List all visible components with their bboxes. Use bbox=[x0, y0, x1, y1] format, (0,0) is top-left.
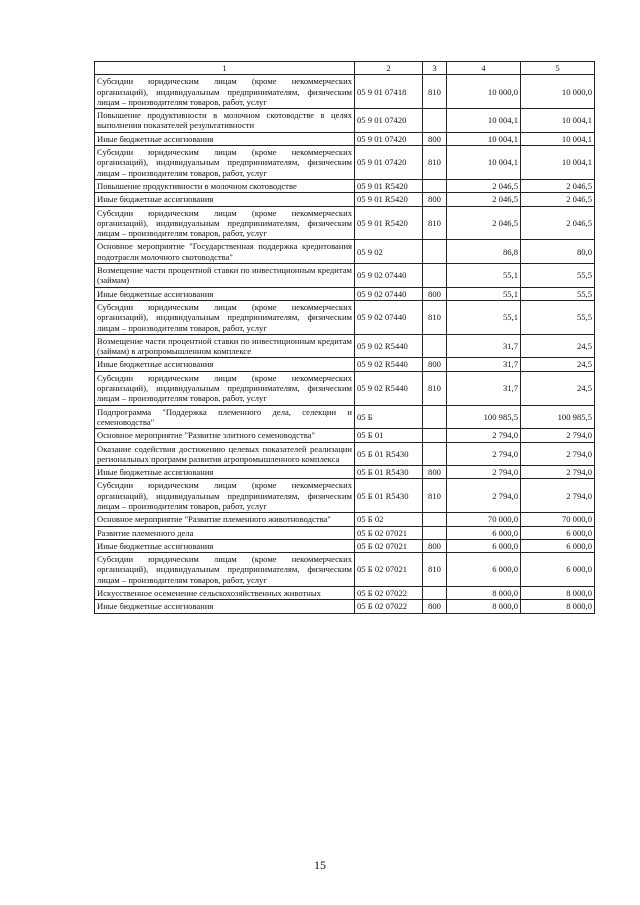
row-name: Повышение продуктивности в молочном скотоводстве bbox=[95, 179, 355, 192]
table-row bbox=[95, 526, 595, 539]
row-name: Возмещение части процентной ставки по инвестиционным кредитам (займам) в агропромышленном комплексе bbox=[95, 334, 355, 358]
table-row bbox=[95, 466, 595, 479]
row-name: Иные бюджетные ассигнования bbox=[95, 466, 355, 479]
row-expense-type bbox=[423, 526, 447, 539]
row-name: Возмещение части процентной ставки по инвестиционным кредитам (займам) bbox=[95, 264, 355, 288]
row-sum-1: 31,7 bbox=[447, 371, 521, 405]
row-expense-type: 810 bbox=[423, 479, 447, 513]
row-sum-1: 2 794,0 bbox=[447, 429, 521, 442]
row-sum-1: 70 000,0 bbox=[447, 513, 521, 526]
row-name: Иные бюджетные ассигнования bbox=[95, 600, 355, 613]
row-expense-type: 800 bbox=[423, 193, 447, 206]
row-sum-1: 2 794,0 bbox=[447, 479, 521, 513]
row-sum-2: 2 794,0 bbox=[521, 429, 595, 442]
row-expense-type bbox=[423, 405, 447, 429]
table-row bbox=[95, 358, 595, 371]
row-name: Основное мероприятие "Развитие элитного семеноводства" bbox=[95, 429, 355, 442]
row-code: 05 Б 01 R5430 bbox=[355, 479, 423, 513]
row-code: 05 9 02 bbox=[355, 240, 423, 264]
row-name: Субсидии юридическим лицам (кроме некоммерческих организаций), индивидуальным предпринимателям, физическим лицам – производителям товаров, работ, услуг bbox=[95, 75, 355, 109]
column-header-sum-1: 4 bbox=[447, 62, 521, 75]
row-sum-2: 10 004,1 bbox=[521, 146, 595, 180]
row-expense-type: 800 bbox=[423, 466, 447, 479]
row-name: Субсидии юридическим лицам (кроме некоммерческих организаций), индивидуальным предпринимателям, физическим лицам – производителям товаров, работ, услуг bbox=[95, 371, 355, 405]
row-sum-2: 6 000,0 bbox=[521, 553, 595, 587]
row-sum-2: 70 000,0 bbox=[521, 513, 595, 526]
row-sum-1: 2 794,0 bbox=[447, 442, 521, 466]
row-code: 05 9 01 R5420 bbox=[355, 206, 423, 240]
row-name: Основное мероприятие "Развитие племенного животноводства" bbox=[95, 513, 355, 526]
table-row bbox=[95, 75, 595, 109]
row-sum-1: 2 046,5 bbox=[447, 179, 521, 192]
row-code: 05 Б bbox=[355, 405, 423, 429]
row-name: Субсидии юридическим лицам (кроме некоммерческих организаций), индивидуальным предпринимателям, физическим лицам – производителям товаров, работ, услуг bbox=[95, 206, 355, 240]
row-sum-1: 10 004,1 bbox=[447, 146, 521, 180]
row-code: 05 Б 01 R5430 bbox=[355, 442, 423, 466]
row-code: 05 Б 02 07022 bbox=[355, 600, 423, 613]
row-sum-1: 2 794,0 bbox=[447, 466, 521, 479]
table-row bbox=[95, 179, 595, 192]
table-row bbox=[95, 513, 595, 526]
table-row bbox=[95, 587, 595, 600]
row-code: 05 Б 02 07022 bbox=[355, 587, 423, 600]
row-code: 05 Б 02 07021 bbox=[355, 553, 423, 587]
column-header-code: 2 bbox=[355, 62, 423, 75]
row-sum-1: 10 004,1 bbox=[447, 109, 521, 133]
row-sum-1: 31,7 bbox=[447, 334, 521, 358]
row-name: Иные бюджетные ассигнования bbox=[95, 132, 355, 145]
row-sum-1: 8 000,0 bbox=[447, 587, 521, 600]
row-name: Иные бюджетные ассигнования bbox=[95, 193, 355, 206]
table-row bbox=[95, 600, 595, 613]
table-row bbox=[95, 193, 595, 206]
row-expense-type: 800 bbox=[423, 132, 447, 145]
budget-table bbox=[94, 61, 595, 614]
row-code: 05 9 01 R5420 bbox=[355, 179, 423, 192]
row-name: Искусственное осеменение сельскохозяйственных животных bbox=[95, 587, 355, 600]
table-row bbox=[95, 264, 595, 288]
row-name: Иные бюджетные ассигнования bbox=[95, 287, 355, 300]
row-expense-type bbox=[423, 429, 447, 442]
row-sum-1: 6 000,0 bbox=[447, 539, 521, 552]
row-sum-2: 10 000,0 bbox=[521, 75, 595, 109]
row-sum-2: 55,5 bbox=[521, 264, 595, 288]
row-name: Развитие племенного дела bbox=[95, 526, 355, 539]
row-expense-type: 800 bbox=[423, 539, 447, 552]
row-sum-1: 8 000,0 bbox=[447, 600, 521, 613]
table-row bbox=[95, 109, 595, 133]
row-name: Субсидии юридическим лицам (кроме некоммерческих организаций), индивидуальным предпринимателям, физическим лицам – производителям товаров, работ, услуг bbox=[95, 553, 355, 587]
table-row bbox=[95, 206, 595, 240]
row-code: 05 Б 02 07021 bbox=[355, 539, 423, 552]
row-sum-2: 24,5 bbox=[521, 334, 595, 358]
row-expense-type: 810 bbox=[423, 300, 447, 334]
row-sum-1: 6 000,0 bbox=[447, 526, 521, 539]
row-sum-1: 10 004,1 bbox=[447, 132, 521, 145]
row-sum-1: 86,8 bbox=[447, 240, 521, 264]
row-code: 05 9 01 07420 bbox=[355, 132, 423, 145]
table-row bbox=[95, 371, 595, 405]
row-sum-2: 80,0 bbox=[521, 240, 595, 264]
row-name: Субсидии юридическим лицам (кроме некоммерческих организаций), индивидуальным предпринимателям, физическим лицам – производителям товаров, работ, услуг bbox=[95, 300, 355, 334]
row-sum-2: 10 004,1 bbox=[521, 132, 595, 145]
row-name: Иные бюджетные ассигнования bbox=[95, 358, 355, 371]
row-expense-type bbox=[423, 240, 447, 264]
table-row bbox=[95, 287, 595, 300]
row-sum-1: 10 000,0 bbox=[447, 75, 521, 109]
row-code: 05 9 02 07440 bbox=[355, 287, 423, 300]
table-header-row bbox=[95, 62, 595, 75]
table-row bbox=[95, 442, 595, 466]
row-expense-type: 800 bbox=[423, 600, 447, 613]
table-row bbox=[95, 146, 595, 180]
row-code: 05 9 01 R5420 bbox=[355, 193, 423, 206]
row-code: 05 9 01 07420 bbox=[355, 146, 423, 180]
row-expense-type bbox=[423, 109, 447, 133]
table-row bbox=[95, 539, 595, 552]
row-code: 05 Б 02 bbox=[355, 513, 423, 526]
page-number: 15 bbox=[314, 858, 326, 872]
column-header-sum-2: 5 bbox=[521, 62, 595, 75]
row-name: Основное мероприятие "Государственная поддержка кредитования подотрасли молочного скотоводства" bbox=[95, 240, 355, 264]
row-expense-type: 800 bbox=[423, 358, 447, 371]
row-sum-2: 2 046,5 bbox=[521, 206, 595, 240]
row-sum-2: 100 985,5 bbox=[521, 405, 595, 429]
row-sum-2: 6 000,0 bbox=[521, 539, 595, 552]
row-sum-2: 24,5 bbox=[521, 371, 595, 405]
row-expense-type bbox=[423, 442, 447, 466]
row-sum-1: 6 000,0 bbox=[447, 553, 521, 587]
row-expense-type: 800 bbox=[423, 287, 447, 300]
row-expense-type bbox=[423, 264, 447, 288]
table-row bbox=[95, 553, 595, 587]
row-sum-2: 2 794,0 bbox=[521, 442, 595, 466]
row-name: Повышение продуктивности в молочном скотоводстве в целях выполнения показателей результативности bbox=[95, 109, 355, 133]
row-code: 05 9 02 07440 bbox=[355, 300, 423, 334]
row-expense-type: 810 bbox=[423, 371, 447, 405]
row-code: 05 Б 01 R5430 bbox=[355, 466, 423, 479]
row-sum-1: 31,7 bbox=[447, 358, 521, 371]
table-row bbox=[95, 429, 595, 442]
row-name: Субсидии юридическим лицам (кроме некоммерческих организаций), индивидуальным предпринимателям, физическим лицам – производителям товаров, работ, услуг bbox=[95, 479, 355, 513]
row-code: 05 9 01 07420 bbox=[355, 109, 423, 133]
row-sum-1: 55,1 bbox=[447, 287, 521, 300]
row-name: Субсидии юридическим лицам (кроме некоммерческих организаций), индивидуальным предпринимателям, физическим лицам – производителям товаров, работ, услуг bbox=[95, 146, 355, 180]
row-expense-type bbox=[423, 513, 447, 526]
row-sum-1: 55,1 bbox=[447, 300, 521, 334]
row-sum-1: 100 985,5 bbox=[447, 405, 521, 429]
row-code: 05 9 01 07418 bbox=[355, 75, 423, 109]
row-name: Оказание содействия достижению целевых показателей реализации региональных программ развития агропромышленного комплекса bbox=[95, 442, 355, 466]
row-code: 05 Б 01 bbox=[355, 429, 423, 442]
row-sum-2: 2 046,5 bbox=[521, 179, 595, 192]
row-sum-2: 24,5 bbox=[521, 358, 595, 371]
row-expense-type bbox=[423, 179, 447, 192]
row-code: 05 9 02 07440 bbox=[355, 264, 423, 288]
row-expense-type: 810 bbox=[423, 553, 447, 587]
row-sum-2: 8 000,0 bbox=[521, 587, 595, 600]
column-header-expense-type: 3 bbox=[423, 62, 447, 75]
row-sum-2: 6 000,0 bbox=[521, 526, 595, 539]
row-code: 05 9 02 R5440 bbox=[355, 358, 423, 371]
row-expense-type: 810 bbox=[423, 206, 447, 240]
row-sum-2: 10 004,1 bbox=[521, 109, 595, 133]
table-row bbox=[95, 405, 595, 429]
row-sum-1: 2 046,5 bbox=[447, 193, 521, 206]
row-expense-type: 810 bbox=[423, 146, 447, 180]
row-expense-type bbox=[423, 587, 447, 600]
row-expense-type bbox=[423, 334, 447, 358]
table-row bbox=[95, 479, 595, 513]
row-name: Иные бюджетные ассигнования bbox=[95, 539, 355, 552]
table-body bbox=[95, 75, 595, 613]
table-row bbox=[95, 334, 595, 358]
row-sum-1: 2 046,5 bbox=[447, 206, 521, 240]
row-code: 05 Б 02 07021 bbox=[355, 526, 423, 539]
table-row bbox=[95, 132, 595, 145]
row-name: Подпрограмма "Поддержка племенного дела, селекции и семеноводства" bbox=[95, 405, 355, 429]
budget-table-sheet bbox=[94, 61, 594, 614]
table-row bbox=[95, 240, 595, 264]
row-expense-type: 810 bbox=[423, 75, 447, 109]
table-row bbox=[95, 300, 595, 334]
row-sum-2: 8 000,0 bbox=[521, 600, 595, 613]
row-code: 05 9 02 R5440 bbox=[355, 371, 423, 405]
row-sum-2: 2 794,0 bbox=[521, 466, 595, 479]
row-sum-1: 55,1 bbox=[447, 264, 521, 288]
row-sum-2: 2 046,5 bbox=[521, 193, 595, 206]
row-sum-2: 55,5 bbox=[521, 300, 595, 334]
row-sum-2: 55,5 bbox=[521, 287, 595, 300]
column-header-name: 1 bbox=[95, 62, 355, 75]
row-sum-2: 2 794,0 bbox=[521, 479, 595, 513]
row-code: 05 9 02 R5440 bbox=[355, 334, 423, 358]
